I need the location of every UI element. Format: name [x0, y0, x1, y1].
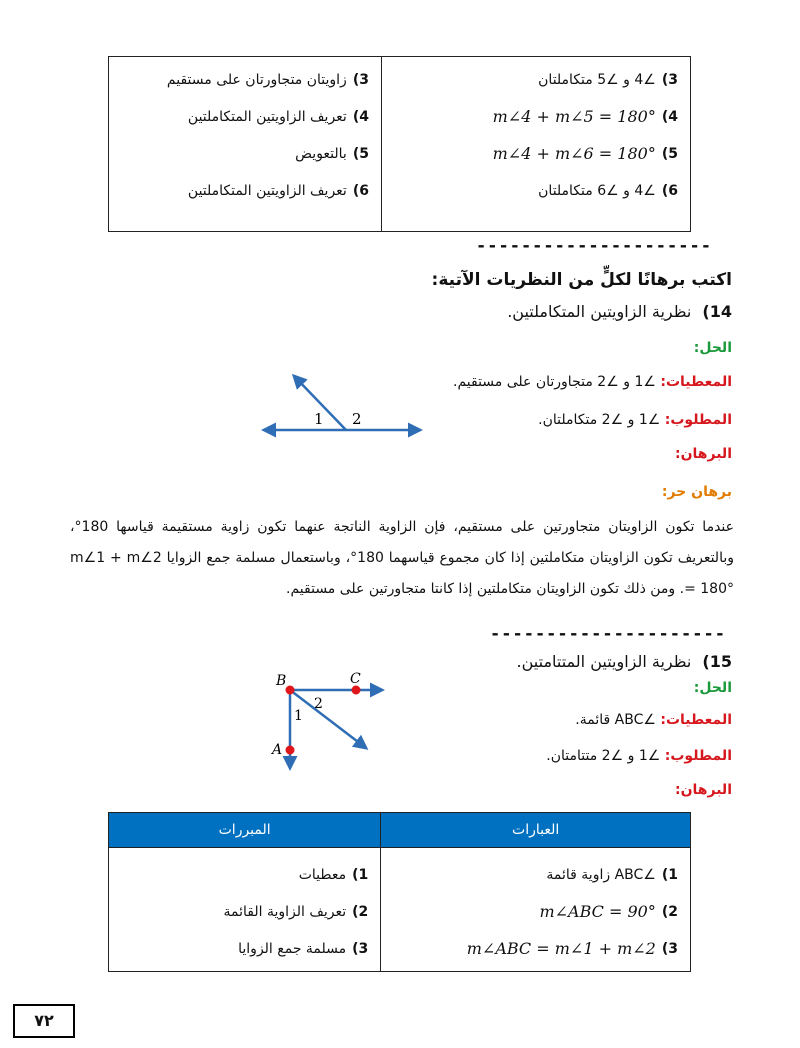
- statements-column: [381, 848, 691, 972]
- proof-label: البرهان:: [675, 446, 732, 462]
- prove-line: المطلوب: ∠1 و ∠2 متتامتان.: [546, 748, 732, 764]
- solution-label: الحل:: [693, 680, 732, 696]
- prove-line: المطلوب: ∠1 و ∠2 متكاملتان.: [538, 412, 732, 428]
- reasons-column: [109, 57, 382, 232]
- reasons-column: [109, 848, 381, 972]
- reason-row: 2) تعريف الزاوية القائمة: [223, 903, 369, 920]
- given-line: المعطيات: ∠ABC قائمة.: [575, 712, 732, 728]
- point-b: [286, 686, 295, 695]
- label-c: C: [350, 671, 361, 687]
- free-proof-paragraph: عندما تكون الزاويتان متجاورتين على مستقيم، فإن الزاوية الناتجة عنهما تكون زاوية مستقيمة قياسها 180°، وبالتعريف تكون الزاويتان متكاملتين إذا كان مجموع قياسهما 180°، وباستعمال مسلمة جمع الزوايا m∠1 + m∠2 = 180°. ومن ذلك تكون الزاويتان متكاملتين إذا كانتا متجاورتين على مستقيم.: [70, 519, 734, 597]
- label-a: A: [272, 742, 283, 758]
- statement-row: 3) ∠4 و ∠5 متكاملتان: [538, 71, 678, 88]
- angle-1-label: 1: [314, 410, 324, 428]
- header-statements: العبارات: [381, 813, 691, 848]
- angle-1-label: 1: [294, 708, 303, 724]
- statement-row: 5) m∠4 + m∠6 = 180°: [492, 144, 678, 163]
- divider: ---------------------: [490, 624, 726, 644]
- reason-row: 3) مسلمة جمع الزوايا: [238, 940, 369, 957]
- statement-row: 4) m∠4 + m∠5 = 180°: [492, 107, 678, 126]
- angle-2-label: 2: [314, 696, 323, 712]
- linear-pair-figure: [258, 368, 428, 440]
- complementary-angles-figure: [270, 670, 390, 774]
- statement-row: 6) ∠4 و ∠6 متكاملتان: [538, 182, 678, 199]
- free-proof-label: برهان حر:: [661, 484, 732, 500]
- given-line: المعطيات: ∠1 و ∠2 متجاورتان على مستقيم.: [453, 374, 732, 390]
- angle-2-label: 2: [352, 410, 362, 428]
- reason-row: 1) معطيات: [298, 866, 369, 883]
- proof-table-15: [108, 812, 691, 972]
- proof-table-continued: [108, 56, 691, 232]
- solution-label: الحل:: [693, 340, 732, 356]
- page-number: ٧٢: [13, 1004, 75, 1038]
- problem-14-title: 14) نظرية الزاويتين المتكاملتين.: [507, 302, 732, 321]
- label-b: B: [276, 673, 287, 689]
- proof-label: البرهان:: [675, 782, 732, 798]
- header-reasons: المبررات: [109, 813, 381, 848]
- point-a: [286, 746, 295, 755]
- statements-column: [381, 57, 690, 232]
- statement-row: 1) ∠ABC زاوية قائمة: [546, 866, 678, 883]
- reason-row: 6) تعريف الزاويتين المتكاملتين: [187, 182, 369, 199]
- instruction-heading: اكتب برهانًا لكلٍّ من النظريات الآتية:: [431, 270, 732, 290]
- reason-row: 5) بالتعويض: [295, 145, 369, 162]
- divider: ---------------------: [476, 236, 712, 256]
- statement-row: 2) m∠ABC = 90°: [539, 902, 678, 921]
- statement-row: 3) m∠ABC = m∠1 + m∠2: [466, 939, 678, 958]
- problem-15-title: 15) نظرية الزاويتين المتتامتين.: [516, 652, 732, 671]
- reason-row: 4) تعريف الزاويتين المتكاملتين: [187, 108, 369, 125]
- reason-row: 3) زاويتان متجاورتان على مستقيم: [166, 71, 369, 88]
